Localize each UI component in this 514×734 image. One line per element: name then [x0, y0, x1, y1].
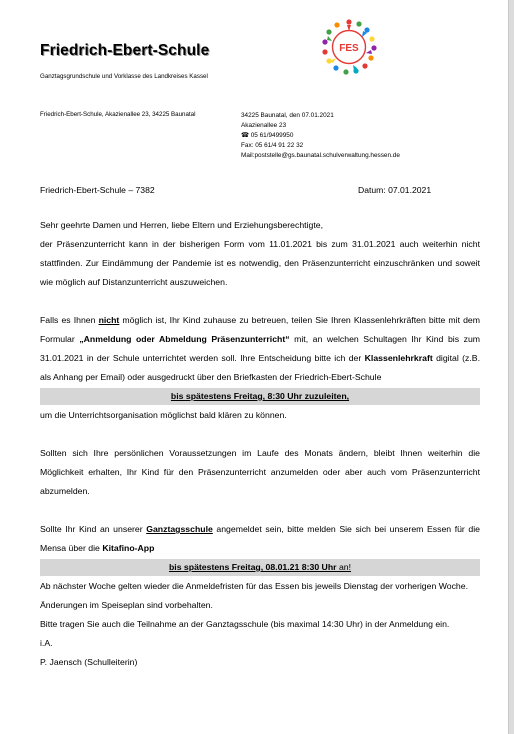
- closing: i.A.: [40, 638, 53, 648]
- window-edge: [509, 0, 514, 734]
- teacher-emphasis: Klassenlehrkraft: [364, 353, 433, 363]
- deadline-band-1: bis spätestens Freitag, 8:30 Uhr zuzuleiten,: [40, 388, 480, 405]
- paragraph-1: der Präsenzunterricht kann in der bisherigen Form vom 11.01.2021 bis zum 31.01.2021 auch weiterhin nicht stattfinden. Zur Eindämmung der Pandemie ist es notwendig, den Präsenzunterricht einzuschränken und soweit wie möglich auf Distanzunterricht auszuweichen.: [40, 239, 480, 287]
- email-address: Mail:poststelle@gs.baunatal.schulverwaltung.hessen.de: [241, 152, 400, 159]
- greeting: Sehr geehrte Damen und Herren, liebe Eltern und Erziehungsberechtigte,: [40, 220, 323, 230]
- paragraph-2-end: um die Unterrichtsorganisation möglichst bald klären zu können.: [40, 410, 287, 420]
- fax: Fax: 05 61/4 91 22 32: [241, 142, 304, 149]
- paragraph-6: Bitte tragen Sie auch die Teilnahme an der Ganztagsschule (bis maximal 14:30 Uhr) in der Anmeldung ein.: [40, 619, 450, 629]
- school-logo: [320, 18, 378, 76]
- paragraph-5: Ab nächster Woche gelten wieder die Anmeldefristen für das Essen bis jeweils Dienstag der vorherigen Woche. Änderungen im Speiseplan sind vorbehalten.: [40, 581, 469, 610]
- emphasis-nicht: nicht: [98, 315, 120, 325]
- kitafino-app: Kitafino-App: [102, 543, 155, 553]
- reference-number: Friedrich-Ebert-Schule – 7382: [40, 185, 155, 195]
- paragraph-3: Sollten sich Ihre persönlichen Voraussetzungen im Laufe des Monats ändern, bleibt Ihnen weiterhin die Möglichkeit erhalten, Ihr Kind für den Präsenzunterricht anzumelden oder aber auch vom Präsenzunterricht abzumelden.: [40, 448, 480, 496]
- contact-block: [241, 111, 400, 161]
- school-name: Friedrich-Ebert-Schule: [40, 42, 210, 59]
- letter-body: [40, 216, 480, 672]
- form-name: „Anmeldung oder Abmeldung Präsenzunterricht“: [79, 334, 290, 344]
- reference-line: [40, 185, 452, 195]
- logo-text: FES: [339, 43, 359, 54]
- phone: ☎ 05 61/9499950: [241, 132, 294, 139]
- city-date: 34225 Baunatal, den 07.01.2021: [241, 112, 334, 119]
- paragraph-4: Sollte Ihr Kind an unserer Ganztagsschule angemeldet sein, bitte melden Sie sich bei unserem Essen für die Mensa über die Kitafino-App: [40, 524, 480, 553]
- street: Akazienallee 23: [241, 122, 287, 129]
- deadline-band-2: bis spätestens Freitag, 08.01.21 8:30 Uhr an!: [40, 559, 480, 576]
- sender-address-line: Friedrich-Ebert-Schule, Akazienallee 23, 34225 Baunatal: [40, 111, 196, 118]
- paragraph-2: Falls es Ihnen nicht möglich ist, Ihr Kind zuhause zu betreuen, teilen Sie Ihren Klassenlehrkräften bitte mit dem Formular „Anmeldung oder Abmeldung Präsenzunterricht“ mit, an welchen Schultagen Ihr Kind bis zum 31.01.2021 in der Schule unterrichtet werden soll. Ihre Entscheidung bitte ich der Klassenlehrkraft digital (z.B. als Anhang per Email) oder ausgedruckt über den Briefkasten der Friedrich-Ebert-Schule: [40, 315, 481, 382]
- reference-date: Datum: 07.01.2021: [358, 185, 432, 195]
- school-subtitle: Ganztagsgrundschule und Vorklasse des Landkreises Kassel: [40, 73, 208, 80]
- signature: P. Jaensch (Schulleiterin): [40, 657, 138, 667]
- ganztagsschule-emphasis: Ganztagsschule: [146, 524, 213, 534]
